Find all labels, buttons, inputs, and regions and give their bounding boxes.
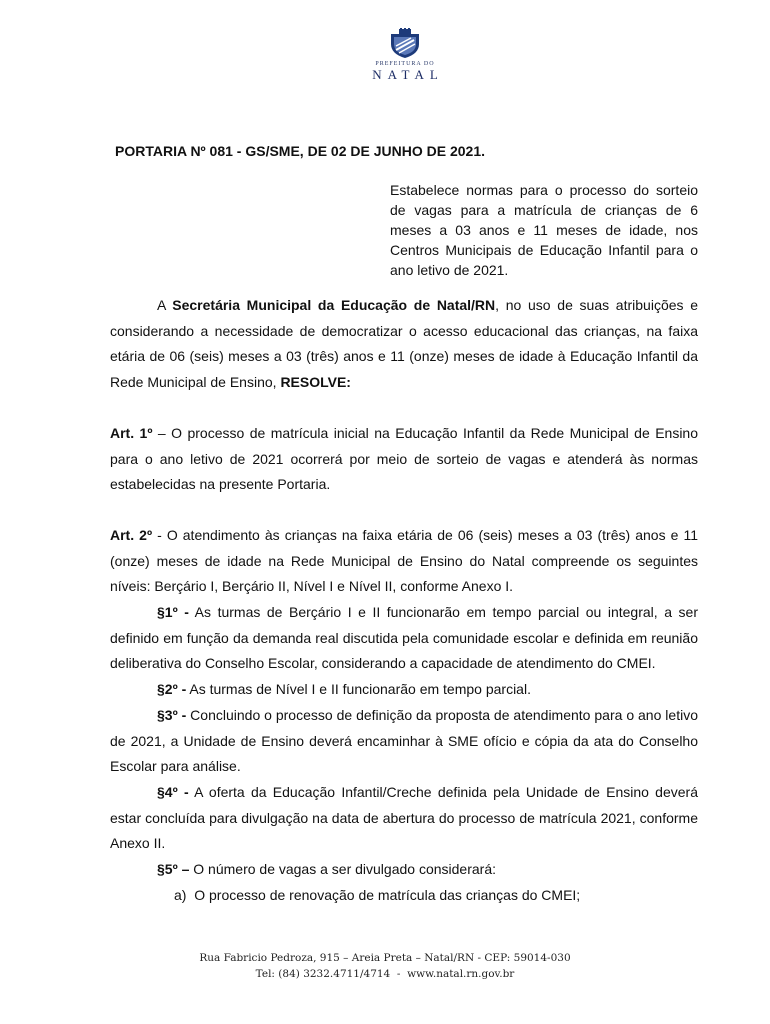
list-item-label: a) xyxy=(174,886,187,903)
list-item-text: O processo de renovação de matrícula das crianças do CMEI; xyxy=(194,886,581,903)
letterhead-logo xyxy=(355,28,455,83)
preamble-text: , no uso de suas atribuições e considerando a necessidade de democratizar o acesso educacional das crianças, na faixa etária de 06 (seis) meses a 03 (três) anos e 11 (onze) meses de idade à Educação Infantil da Rede Municipal de Ensino, xyxy=(110,297,698,391)
paragraph-label: §4º - xyxy=(157,783,189,800)
article-2 xyxy=(110,523,698,600)
paragraph-label: §2º - xyxy=(157,681,187,698)
natal-coat-of-arms-icon xyxy=(385,28,425,60)
paragraph-text: O número de vagas a ser divulgado considerará: xyxy=(189,861,496,878)
list-item xyxy=(110,883,698,909)
article-1 xyxy=(110,421,698,498)
paragraph-label: §5º – xyxy=(157,861,190,878)
footer-contact: Tel: (84) 3232.4711/4714 - www.natal.rn.gov.br xyxy=(255,968,515,980)
preamble-resolve: RESOLVE: xyxy=(280,374,351,391)
paragraph-text: As turmas de Nível I e II funcionarão em tempo parcial. xyxy=(186,681,531,698)
ementa: Estabelece normas para o processo do sorteio de vagas para a matrícula de crianças de 6 meses a 03 anos e 11 meses de idade, nos Centros Municipais de Educação Infantil para o ano letivo de 2021. xyxy=(390,182,698,278)
document-body xyxy=(110,293,698,908)
paragraph-text: Concluindo o processo de definição da proposta de atendimento para o ano letivo de 2021, a Unidade de Ensino deverá encaminhar à SME ofício e cópia da ata do Conselho Escolar para análise. xyxy=(110,706,698,775)
footer-address: Rua Fabricio Pedroza, 915 – Areia Preta – Natal/RN - CEP: 59014-030 xyxy=(199,952,571,964)
preamble-prefix: A xyxy=(157,297,173,313)
article-2-label: Art. 2º xyxy=(110,526,153,543)
article-1-label: Art. 1º xyxy=(110,424,153,441)
paragraph-2 xyxy=(110,677,698,703)
paragraph-4 xyxy=(110,780,698,857)
paragraph-text: A oferta da Educação Infantil/Creche definida pela Unidade de Ensino deverá estar concluída para divulgação na data de abertura do processo de matrícula 2021, conforme Anexo II. xyxy=(110,783,698,852)
logo-subtitle: PREFEITURA DO xyxy=(375,61,435,67)
paragraph-label: §1º - xyxy=(157,604,189,621)
preamble-org: Secretária Municipal da Educação de Natal/RN xyxy=(172,297,496,313)
paragraph-label: §3º - xyxy=(157,706,187,723)
article-2-text: - O atendimento às crianças na faixa etária de 06 (seis) meses a 03 (três) anos e 11 (onze) meses de idade na Rede Municipal de Ensino do Natal compreende os seguintes níveis: Berçário I, Berçário II, Nível I e Nível II, conforme Anexo I. xyxy=(110,526,698,595)
document-title: PORTARIA Nº 081 - GS/SME, DE 02 DE JUNHO DE 2021. xyxy=(115,143,485,159)
article-1-text: – O processo de matrícula inicial na Educação Infantil da Rede Municipal de Ensino para o ano letivo de 2021 ocorrerá por meio de sorteio de vagas e atenderá às normas estabelecidas na presente Portaria. xyxy=(110,424,698,493)
paragraph-3 xyxy=(110,703,698,780)
paragraph-text: As turmas de Berçário I e II funcionarão em tempo parcial ou integral, a ser definido em função da demanda real discutida pela comunidade escolar e definida em reunião deliberativa do Conselho Escolar, considerando a capacidade de atendimento do CMEI. xyxy=(110,604,698,672)
preamble xyxy=(110,293,698,396)
paragraph-1 xyxy=(110,600,698,677)
logo-name: NATAL xyxy=(372,67,444,82)
paragraph-5 xyxy=(110,857,698,883)
letterhead-footer xyxy=(0,950,770,982)
